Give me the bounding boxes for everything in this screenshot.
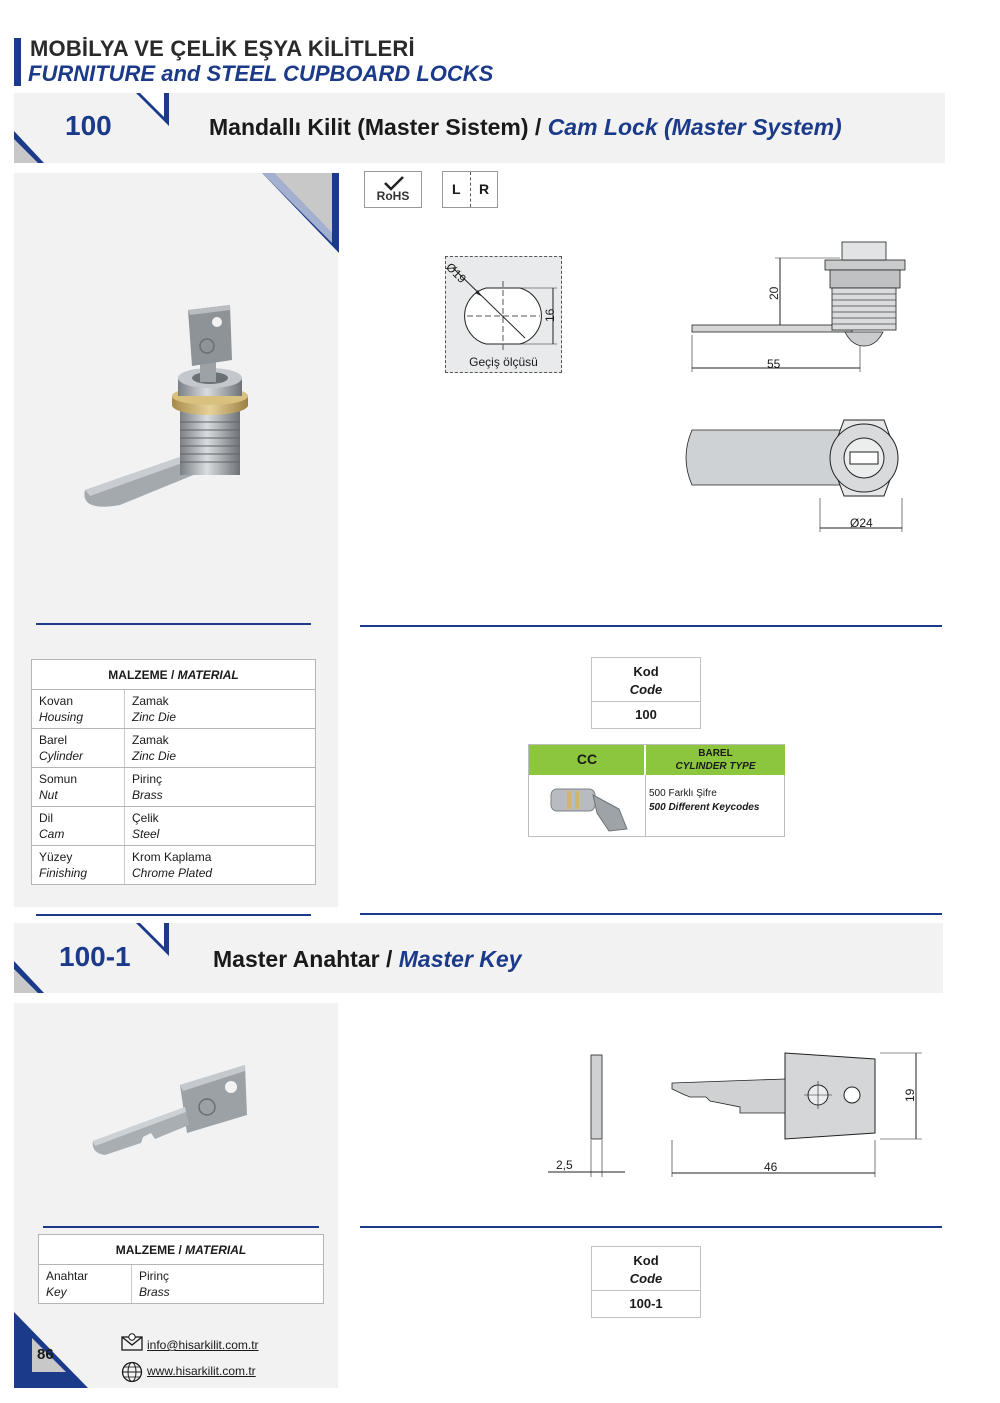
table-row: Kovan Housing Zamak Zinc Die bbox=[32, 690, 316, 729]
dim-16: 16 bbox=[543, 308, 557, 322]
cutout-label: Geçiş ölçüsü bbox=[469, 355, 538, 369]
table-row: Somun Nut Pirinç Brass bbox=[32, 768, 316, 807]
lr-badge bbox=[442, 171, 498, 208]
dim-d24: Ø24 bbox=[850, 516, 873, 530]
globe-icon bbox=[121, 1361, 143, 1383]
email-link[interactable]: info@hisarkilit.com.tr bbox=[147, 1338, 259, 1352]
code-label-tr: Kod bbox=[633, 1253, 659, 1268]
cam-lock-side-drawing bbox=[680, 230, 920, 540]
lr-left-label: L bbox=[452, 181, 461, 197]
code-label-tr: Kod bbox=[633, 664, 659, 679]
cylinder-desc: 500 Farklı Şifre 500 Different Keycodes bbox=[649, 788, 760, 813]
table-row: Barel Cylinder Zamak Zinc Die bbox=[32, 729, 316, 768]
rohs-label: RoHS bbox=[376, 189, 410, 203]
cc-label: CC bbox=[576, 751, 598, 767]
code-value: 100-1 bbox=[629, 1296, 663, 1311]
panel-corner-decor bbox=[262, 173, 339, 253]
table-row: Dil Cam Çelik Steel bbox=[32, 807, 316, 846]
code-table-100 bbox=[591, 657, 701, 729]
product-title-en: Master Key bbox=[398, 946, 522, 972]
product-title-tr: Mandallı Kilit (Master Sistem) / bbox=[209, 114, 548, 140]
dim-2-5: 2,5 bbox=[556, 1158, 573, 1172]
code-table-100-1 bbox=[591, 1246, 701, 1318]
cylinder-photo bbox=[547, 781, 633, 833]
table-row: Anahtar Key Pirinç Brass bbox=[39, 1265, 324, 1304]
rohs-badge bbox=[364, 171, 422, 208]
header-title-tr: MOBİLYA VE ÇELİK EŞYA KİLİTLERİ bbox=[30, 36, 415, 61]
material-table-100-1 bbox=[38, 1234, 324, 1304]
rule-right-3 bbox=[360, 1226, 942, 1228]
page-number: 86 bbox=[37, 1346, 54, 1363]
code-label-en: Code bbox=[629, 1271, 663, 1286]
rule-left-3 bbox=[43, 1226, 319, 1228]
mail-icon bbox=[121, 1333, 143, 1351]
rule-right-1 bbox=[360, 625, 942, 627]
lr-divider bbox=[470, 172, 471, 207]
header-title-en: FURNITURE and STEEL CUPBOARD LOCKS bbox=[28, 61, 494, 86]
material-table-100 bbox=[31, 659, 316, 885]
dim-19: 19 bbox=[903, 1088, 917, 1102]
product-title-100 bbox=[209, 114, 842, 141]
cylinder-type-table bbox=[528, 744, 785, 837]
rule-left-2 bbox=[36, 914, 311, 916]
cam-lock-photo bbox=[60, 290, 300, 530]
rule-left-1 bbox=[36, 623, 311, 625]
dim-55: 55 bbox=[767, 357, 781, 371]
table-row: Yüzey Finishing Krom Kaplama Chrome Plated bbox=[32, 846, 316, 885]
lr-right-label: R bbox=[479, 181, 490, 197]
product-title-en: Cam Lock (Master System) bbox=[547, 114, 842, 140]
web-link[interactable]: www.hisarkilit.com.tr bbox=[147, 1364, 256, 1378]
master-key-drawing bbox=[540, 1045, 930, 1185]
cylinder-head: BAREL CYLINDER TYPE bbox=[675, 748, 756, 772]
master-key-photo bbox=[85, 1055, 285, 1165]
code-value: 100 bbox=[635, 707, 657, 722]
material-header: MALZEME / MATERIAL bbox=[39, 1235, 324, 1265]
dim-d19: Ø19 bbox=[443, 260, 470, 286]
dim-20: 20 bbox=[767, 286, 781, 300]
product-title-tr: Master Anahtar / bbox=[213, 946, 399, 972]
dim-46: 46 bbox=[764, 1160, 778, 1174]
header-accent-bar bbox=[14, 38, 21, 86]
product-code-100-1: 100-1 bbox=[59, 941, 131, 972]
code-label-en: Code bbox=[629, 682, 663, 697]
material-header: MALZEME / MATERIAL bbox=[32, 660, 316, 690]
rule-right-2 bbox=[360, 913, 942, 915]
cc-divider bbox=[645, 775, 646, 837]
product-code-100: 100 bbox=[65, 110, 112, 141]
product-title-100-1 bbox=[213, 946, 522, 973]
